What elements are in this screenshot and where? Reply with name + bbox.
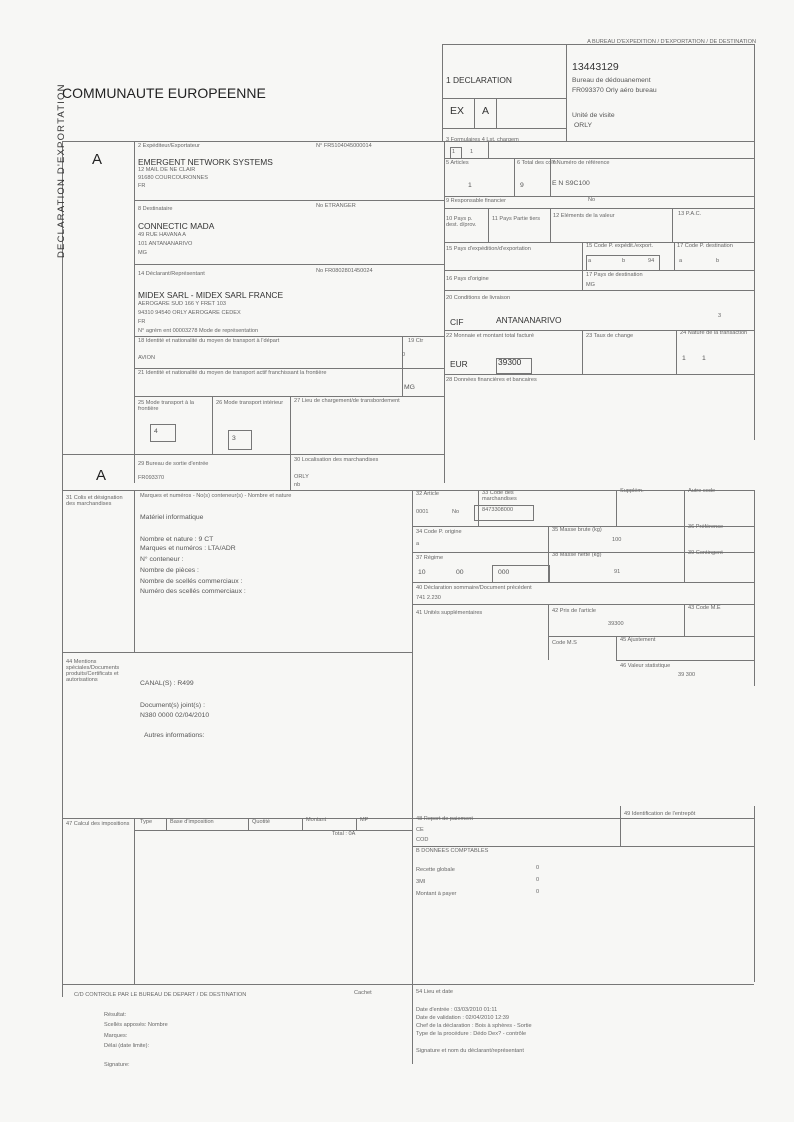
box47-header-montant: Montant	[306, 817, 327, 823]
row-line	[412, 582, 754, 583]
col-line	[674, 242, 675, 270]
box28-label: 28 Données financières et bancaires	[446, 377, 537, 383]
box38-value: 91	[614, 569, 621, 575]
box24-v1: 1	[682, 355, 686, 362]
box15-b: b	[622, 258, 626, 264]
box33-label: 33 Code des marchandises	[482, 490, 517, 502]
box17-a: a	[679, 258, 683, 264]
box31-line: Marques et numéros : LTA/ADR	[140, 545, 236, 552]
box31-header: Marques et numéros - No(s) conteneur(s) - Nombre et nature	[140, 493, 292, 499]
box21-label: 21 Identité et nationalité du moyen de transport actif franchissant la frontière	[138, 370, 327, 376]
col-line	[616, 636, 617, 660]
boxC-line: Délai (date limite):	[104, 1043, 150, 1049]
col-line	[488, 208, 489, 242]
box31-line: Numéro des scellés commerciaux :	[140, 588, 246, 595]
row-line	[62, 490, 754, 491]
col-line	[582, 242, 583, 290]
boxC-label: C/D CONTROLE PAR LE BUREAU DE DEPART / DE DESTINATION	[74, 992, 247, 998]
col-line	[672, 208, 673, 242]
box54-label: 54 Lieu et date	[416, 989, 454, 995]
col-line	[134, 490, 135, 652]
box34-a: a	[416, 541, 420, 547]
boxB-row-value: 0	[536, 865, 540, 871]
box15-label: 15 Pays d'expédition/d'exportation	[446, 246, 531, 252]
box6-value: 9	[520, 182, 524, 189]
row-line	[134, 200, 444, 201]
box42-label: 42 Prix de l'article	[552, 608, 596, 614]
row-line	[444, 208, 754, 209]
box46-value: 39 300	[678, 672, 696, 678]
box30-value: ORLY	[294, 474, 309, 480]
box2-label: 2 Expéditeur/Exportateur	[138, 143, 200, 149]
box11-label: 11 Pays Partie tiers	[492, 216, 541, 222]
box1-ex: EX	[450, 105, 465, 117]
col-line	[412, 984, 413, 1064]
box37-v1: 10	[418, 569, 426, 576]
box44-label: 44 Mentions spéciales/Documents produits/Certificats et autorisations	[66, 659, 120, 683]
box47-label: 47 Calcul des impositions	[66, 821, 130, 827]
col-line	[290, 396, 291, 454]
row-line	[62, 652, 412, 653]
col-line	[514, 158, 515, 196]
col-line	[248, 818, 249, 830]
boxC-line: Résultat:	[104, 1012, 127, 1018]
box8-line: CONNECTIC MADA	[138, 221, 215, 231]
box9-label: 9 Responsable financier	[446, 198, 507, 204]
col-line	[302, 818, 303, 830]
frame-right-top	[754, 44, 755, 440]
frame-right-low	[754, 806, 755, 982]
box37-v3: 000	[498, 569, 510, 576]
box1-sub1	[474, 98, 475, 128]
col-line	[582, 330, 583, 374]
col-line	[550, 208, 551, 242]
box18-label: 18 Identité et nationalité du moyen de transport à l'départ	[138, 338, 280, 344]
box3-v2: 1	[470, 149, 474, 155]
row-line	[444, 374, 754, 375]
box32-label: 32 Article	[416, 491, 440, 497]
box21-value: MG	[404, 384, 415, 391]
box42-value: 39300	[608, 621, 624, 627]
frame-left	[62, 141, 63, 997]
row-line	[134, 336, 444, 337]
box41-label: 41 Unités supplémentaires	[416, 610, 483, 616]
box17-label: 17 Code P. destination	[677, 243, 733, 249]
box24-label: 24 Nature de la transaction	[680, 330, 748, 336]
box25-value: 4	[154, 428, 158, 435]
box31-label: 31 Colis et désignation des marchandises	[66, 495, 123, 507]
boxB-row-value: 0	[536, 877, 540, 883]
box22-amount: 39300	[498, 357, 522, 367]
box43-label: 43 Code M.E	[688, 605, 721, 611]
box1-bottom	[442, 128, 566, 129]
box31-line: Nombre et nature : 9 CT	[140, 536, 214, 543]
box18-value: AVION	[138, 355, 155, 361]
col-line	[212, 396, 213, 454]
boxB-label: B DONNEES COMPTABLES	[416, 848, 489, 854]
box9-no: No	[588, 197, 596, 203]
box34-label: 34 Code P. origine	[416, 529, 462, 535]
box14-label: 14 Déclarant/Représentant	[138, 271, 205, 277]
box37-v2: 00	[456, 569, 464, 576]
col-line	[166, 818, 167, 830]
boxC-signature: Signature:	[104, 1062, 130, 1068]
box36-label: 36 Préférence	[688, 524, 724, 530]
section-a-top: A	[92, 151, 103, 168]
col-line	[684, 526, 685, 582]
box44-canal: CANAL(S) : R499	[140, 680, 194, 687]
vertical-section-label: DECLARATION D'EXPORTATION	[56, 83, 67, 258]
box26-label: 26 Mode transport intérieur	[216, 400, 284, 406]
col-line	[684, 490, 685, 526]
box39-label: 39 Contingent	[688, 550, 723, 556]
box32-no: No	[452, 509, 460, 515]
box44-docs-label: Document(s) joint(s) :	[140, 702, 205, 709]
box17b-value: MG	[586, 282, 596, 288]
unite-value: ORLY	[574, 122, 593, 129]
box54-line: Date de validation : 02/04/2010 12:39	[416, 1015, 509, 1021]
box31-line: Nombre de pièces :	[140, 567, 199, 574]
col-line	[548, 604, 549, 660]
code-ms-label: Code M.S	[552, 640, 577, 646]
box10-label: 10 Pays p. dest. d/prov.	[446, 216, 477, 228]
box1-divider	[442, 98, 566, 99]
box47-total: Total : 0A	[332, 831, 356, 837]
row-line	[134, 264, 444, 265]
box29-value: FR093370	[138, 475, 165, 481]
row-line	[616, 660, 754, 661]
col-line	[684, 604, 685, 636]
box17-b: b	[716, 258, 720, 264]
left-spine	[134, 141, 135, 483]
box5-label: 5 Articles	[446, 160, 469, 166]
main-divider	[444, 141, 445, 483]
box12-label: 12 Eléments de la valeur	[553, 213, 615, 219]
box54-line: Type de la procédure : Dédo Dex? - contrôle	[416, 1031, 527, 1037]
box1-label: 1 DECLARATION	[446, 75, 512, 85]
box15c-label: 15 Code P. expédit./export.	[586, 243, 654, 249]
box2-line: FR	[138, 183, 146, 189]
box32-value: 0001	[416, 509, 429, 515]
box24-v2: 1	[702, 355, 706, 362]
box14-agreement: N° agrém ent 00003278 Mode de représentation	[138, 328, 259, 334]
box54-line: Date d'entrée : 03/03/2010 01:11	[416, 1007, 498, 1013]
box35-value: 100	[612, 537, 622, 543]
box22-label: 22 Monnaie et montant total facturé	[446, 333, 535, 339]
box6-label: 6 Total des colis	[517, 160, 557, 166]
box7-value: E N S9C100	[552, 180, 590, 187]
box44-docs-value: N380 0000 02/04/2010	[140, 712, 210, 719]
frame-right-mid	[754, 490, 755, 686]
box19-label: 19 Ctr	[408, 338, 424, 344]
header-mid	[566, 44, 567, 141]
box31-line: Matériel informatique	[140, 514, 204, 521]
box3-label: 3 Formulaires 4 Lst. chargem	[446, 137, 519, 143]
box2-line: 12 MAIL DE NE CLAIR	[138, 167, 196, 173]
box8-line: 49 RUE HAVANA A	[138, 232, 186, 238]
box47-header-base: Base d'imposition	[170, 819, 214, 825]
form-title: COMMUNAUTE EUROPEENNE	[62, 85, 266, 101]
box2-no: N° FR5104045000014	[316, 143, 372, 149]
row-line	[134, 368, 444, 369]
boxC-line: Scellés apposés: Nombre	[104, 1022, 168, 1028]
box23-label: 23 Taux de change	[586, 333, 634, 339]
box20-incoterm: CIF	[450, 317, 464, 327]
box8-line: MG	[138, 250, 148, 256]
box27-label: 27 Lieu de chargement/de transbordement	[294, 398, 400, 404]
bureau-value: FR093370 Orly aéro bureau	[572, 87, 657, 94]
box49-label: 49 Identification de l'entrepôt	[624, 811, 696, 817]
reference-number: 13443129	[572, 61, 619, 73]
box33-value: 8473308000	[482, 507, 514, 513]
box18-code: 0	[402, 352, 406, 358]
box54-signature: Signature et nom du déclarant/représentant	[416, 1048, 524, 1054]
row-line	[134, 396, 444, 397]
box37-label: 37 Régime	[416, 555, 444, 561]
box26-value: 3	[232, 435, 236, 442]
row-line	[62, 984, 754, 985]
box35-label: 35 Masse brute (kg)	[552, 527, 602, 533]
col-line	[676, 330, 677, 374]
box40-value: 741 2.230	[416, 595, 441, 601]
frame-top	[442, 44, 754, 45]
col-line	[134, 818, 135, 984]
row-line	[134, 830, 412, 831]
row-line	[444, 290, 754, 291]
unite-label: Unité de visite	[572, 112, 615, 119]
boxB-row-label: Montant à payer	[416, 891, 457, 897]
box47-header-type: Type	[140, 819, 153, 825]
box14-line: 94310 94540 ORLY AEROGARE CEDEX	[138, 310, 241, 316]
bureau-header-label: A BUREAU D'EXPEDITION / D'EXPORTATION / DE DESTINATION	[587, 39, 756, 45]
box31-line: N° conteneur :	[140, 556, 184, 563]
box2-line: 91680 COURCOURONNES	[138, 175, 208, 181]
boxC-line: Marques:	[104, 1033, 128, 1039]
box5-value: 1	[468, 182, 472, 189]
col-line	[620, 806, 621, 846]
box14-line: MIDEX SARL - MIDEX SARL FRANCE	[138, 290, 284, 300]
box13-label: 13 P.A.C.	[678, 211, 702, 217]
box16-label: 16 Pays d'origine	[446, 276, 489, 282]
box30-label: 30 Localisation des marchandises	[294, 457, 379, 463]
box3-v1: 1	[452, 149, 456, 155]
box14-line: FR	[138, 319, 146, 325]
row-line	[444, 158, 754, 159]
box22-currency: EUR	[450, 359, 468, 369]
box38-label: 38 Masse nette (kg)	[552, 552, 602, 558]
box20-code: 3	[718, 313, 722, 319]
box31-line: Nombre de scellés commerciaux :	[140, 578, 243, 585]
box15-code: 94	[648, 258, 655, 264]
box47-header-mp: MP	[360, 817, 369, 823]
box8-label: 8 Destinataire	[138, 206, 173, 212]
row-line	[62, 454, 444, 455]
box44-other: Autres informations:	[144, 732, 205, 739]
boxB-row-label: 3MI	[416, 879, 426, 885]
supplement-label: Supplém.	[620, 488, 644, 494]
col-line	[356, 818, 357, 830]
col-line	[402, 336, 406, 396]
box48-label: 48 Report de paiement	[416, 816, 473, 822]
box14-line: AEROGARE SUD 166 Y FRET 103	[138, 301, 226, 307]
col-line	[412, 818, 413, 984]
box48-v2: COD	[416, 837, 429, 843]
box45-label: 45 Ajustement	[620, 637, 656, 643]
row-line	[412, 846, 754, 847]
box8-line: 101 ANTANANARIVO	[138, 241, 193, 247]
frame-top-main	[62, 141, 754, 142]
box17b-label: 17 Pays de destination	[586, 272, 643, 278]
box7-label: 7 Numéro de référence	[552, 160, 610, 166]
box20-label: 20 Conditions de livraison	[446, 295, 511, 301]
section-a-bottom: A	[96, 467, 107, 484]
box2-line: EMERGENT NETWORK SYSTEMS	[138, 157, 273, 167]
col-line	[290, 454, 291, 490]
row-line	[444, 196, 754, 197]
box14-no: No FR0802801450024	[316, 268, 373, 274]
box29-label: 29 Bureau de sortie d'entrée	[138, 461, 209, 467]
header-left	[442, 44, 443, 141]
box40-label: 40 Déclaration sommaire/Document précédent	[416, 585, 532, 591]
box8-no: No ETRANGER	[316, 203, 356, 209]
box25-label: 25 Mode transport à la frontière	[138, 400, 194, 412]
boxC-cachet: Cachet	[354, 990, 372, 996]
box20-place: ANTANANARIVO	[496, 315, 562, 325]
box47-header-quotite: Quotité	[252, 819, 271, 825]
bureau-label: Bureau de dédouanement	[572, 77, 651, 84]
other-code-label: Autre code	[688, 488, 716, 494]
boxB-row-value: 0	[536, 889, 540, 895]
boxB-row-label: Recette globale	[416, 867, 455, 873]
box54-line: Chef de la déclaration : Bois à sphères - Sortie	[416, 1023, 532, 1029]
box48-v1: CE	[416, 827, 424, 833]
col-line	[616, 490, 617, 526]
box1-a: A	[482, 105, 490, 117]
box1-sub2	[496, 98, 497, 128]
box30-sub: nb	[294, 482, 301, 488]
box15-a: a	[588, 258, 592, 264]
col-line	[412, 490, 413, 818]
box46-label: 46 Valeur statistique	[620, 663, 671, 669]
